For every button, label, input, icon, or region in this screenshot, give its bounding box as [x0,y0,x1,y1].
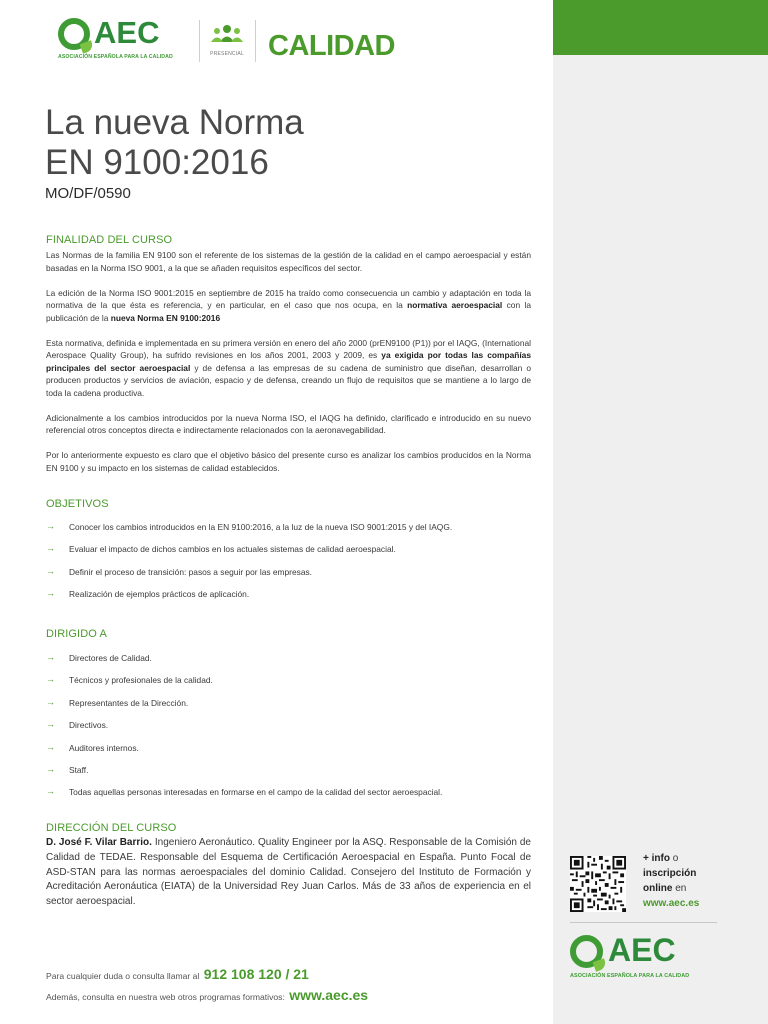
logo-text: AEC [608,932,676,968]
list-item: → Conocer los cambios introducidos en la EN 9100:2016, a la luz de la nueva ISO 9001:2015 y del IAQG. [46,521,453,532]
aec-logo-footer[interactable] [570,932,710,985]
paragraph: Las Normas de la familia EN 9100 son el referente de los sistemas de la gestión de la calidad en el campo aeroespacial y están basadas en la Norma ISO 9001, a la que se añaden requisitos específicos del sector. [46,250,531,273]
sidebar-web-link[interactable]: www.aec.es [643,898,700,909]
list-item: → Directivos. [46,719,109,731]
direccion-text [46,836,531,910]
paragraph: Esta normativa, definida e implementada en su primera versión en enero del año 2000 (prEN9100 (P1)) por el IAQG, (International Aerospace Quality Group), ha sufrido revisiones en los años 2001, 2003 y 2009, es ya exigida por todas las compañías principales del sector aeroespacial y de defensa a las empresas de su cadena de suministro que diseñan, desarrollan o producen productos y servicios de aviación, espacio y de defensa, creando un flujo de requisitos que se mantiene a lo largo de toda la cadena productiva. [46,337,532,398]
objetivos-list [46,521,536,611]
inscripcion-label: inscripción [643,868,697,879]
list-item: → Directores de Calidad. [46,652,152,663]
arrow-right-icon: → [46,588,55,599]
list-item: → Representantes de la Dirección. [46,696,189,708]
arrow-right-icon: → [46,786,55,797]
paragraph: La edición de la Norma ISO 9001:2015 en septiembre de 2015 ha traído como consecuencia un cambio y adaptación en toda la normativa de la que ésta es referencia, y en particular, en el caso que nos ocupa, en la normativa aeroespacial con la publicación de la nueva Norma EN 9100:2016 [46,287,531,323]
aec-logo-icon [58,18,90,50]
arrow-right-icon: → [46,741,55,752]
header-divider [199,20,200,62]
list-item: → Todas aquellas personas interesadas en formarse en el campo de la calidad del sector aeroespacial. [46,786,443,798]
list-item: → Definir el proceso de transición: pasos a seguir por las empresas. [46,565,312,577]
list-item: → Evaluar el impacto de dichos cambios en los actuales sistemas de calidad aeroespacial. [46,543,396,555]
phone-number[interactable]: 912 108 120 / 21 [203,966,309,982]
page-title [45,103,525,183]
arrow-right-icon: → [46,565,55,576]
arrow-right-icon: → [46,674,55,685]
section-heading-dirigido: DIRIGIDO A [46,628,107,640]
modality-label: PRESENCIAL [210,51,244,57]
contact-phone-line: Para cualquier duda o consulta llamar al 912 108 120 / 21 [46,966,309,982]
aec-logo[interactable] [58,15,183,66]
list-item: → Realización de ejemplos prácticos de aplicación. [46,588,250,600]
list-item: → Técnicos y profesionales de la calidad. [46,674,213,686]
qr-code-icon[interactable] [570,856,626,912]
list-item: → Staff. [46,763,89,775]
aec-logo-icon [570,935,603,968]
logo-text: AEC [94,15,160,50]
director-name: D. José F. Vilar Barrio. [46,837,152,848]
category-title: CALIDAD [268,30,395,62]
sidebar-accent-bar [553,0,768,55]
info-links: + info o inscripción online en www.aec.es [643,853,700,909]
web-link[interactable]: www.aec.es [289,987,369,1003]
section-heading-objetivos: OBJETIVOS [46,498,109,510]
modality-badge [205,22,249,62]
logo-subtitle: ASOCIACIÓN ESPAÑOLA PARA LA CALIDAD [570,973,690,979]
arrow-right-icon: → [46,521,55,531]
title-line-2: EN 9100:2016 [45,143,269,182]
header-divider-2 [255,20,256,62]
arrow-right-icon: → [46,763,55,774]
info-label: + info [643,853,670,864]
paragraph: Por lo anteriormente expuesto es claro que el objetivo básico del presente curso es analizar los cambios producidos en la Norma EN 9100 y su impacto en los sistemas de calidad establecidos. [46,450,531,473]
section-heading-finalidad: FINALIDAD DEL CURSO [46,234,173,246]
arrow-right-icon: → [46,543,55,554]
online-label: online [643,883,673,894]
contact-web-line: Además, consulta en nuestra web otros programas formativos: www.aec.es [46,987,369,1003]
course-code: MO/DF/0590 [45,185,131,202]
arrow-right-icon: → [46,652,55,662]
finalidad-text [46,249,531,487]
title-line-1: La nueva Norma [45,103,304,142]
arrow-right-icon: → [46,696,55,707]
list-item: → Auditores internos. [46,741,139,753]
sidebar-divider [570,922,717,923]
section-heading-direccion: DIRECCIÓN DEL CURSO [46,822,177,834]
director-bio: Ingeniero Aeronáutico. Quality Engineer por la ASQ. Responsable de la Comisión de Calidad de TEDAE. Responsable del Esquema de Certificación Aeroespacial en España. Punto Focal de ASD-STAN para las normas aeroespaciales del dominio Calidad. Consejero del Instituto de Formación y Acreditación Aeronáutica (EIATA) de la Universidad Rey Juan Carlos. Más de 33 años de experiencia en el sector aeroespacial. [46,837,531,908]
logo-subtitle: ASOCIACIÓN ESPAÑOLA PARA LA CALIDAD [58,54,173,60]
dirigido-list [46,652,536,809]
arrow-right-icon: → [46,719,55,730]
paragraph: Adicionalmente a los cambios introducidos por la nueva Norma ISO, el IAQG ha definido, clarificado e introducido en su nuevo referencial otros conceptos directa e indirectamente relacionados con la aeronavegabilidad. [46,412,531,435]
people-group-icon [207,22,247,46]
